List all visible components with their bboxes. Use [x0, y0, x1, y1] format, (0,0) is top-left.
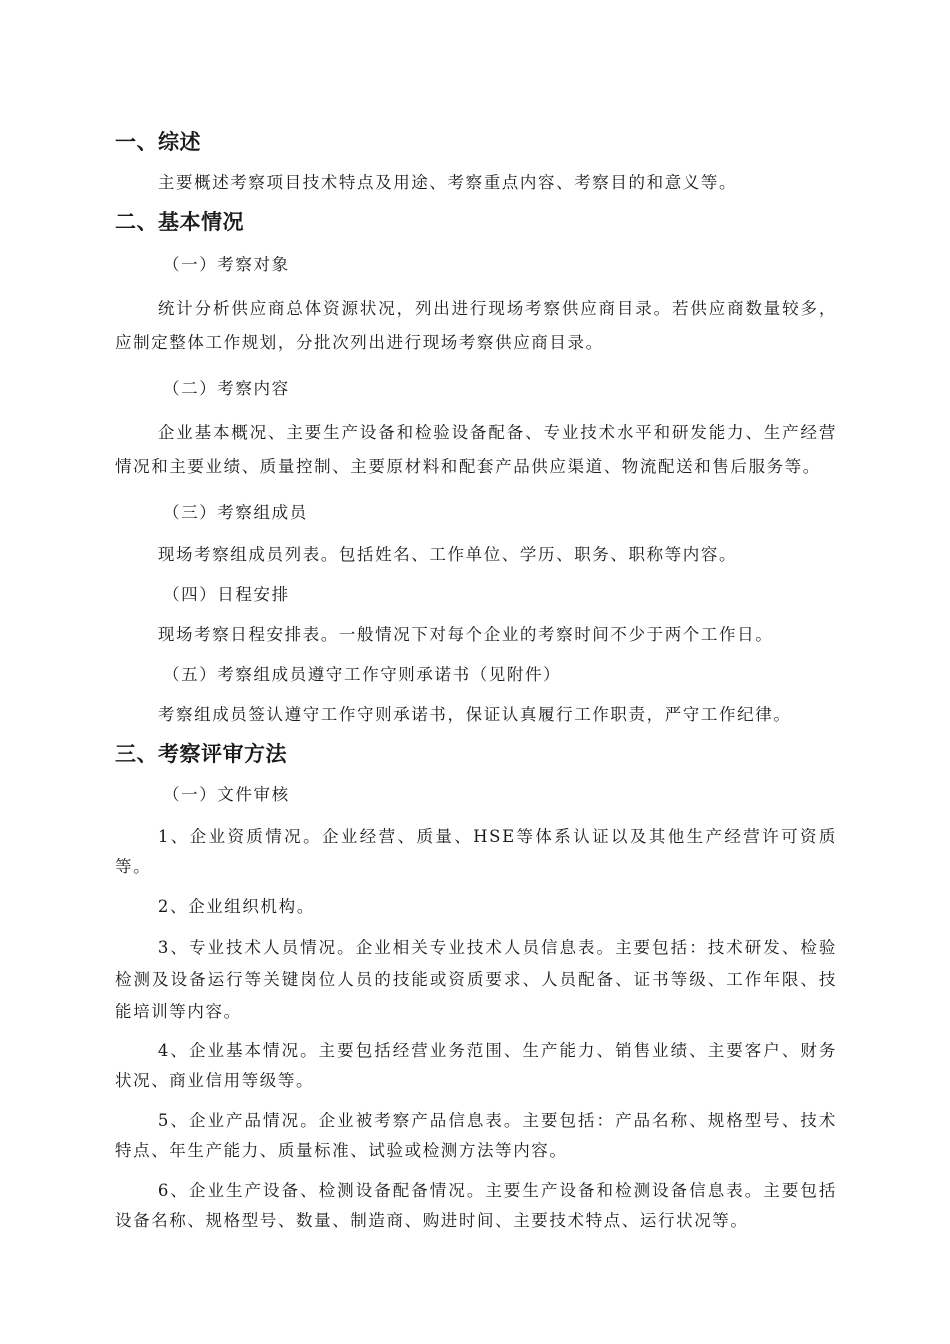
section-heading: 三、考察评审方法 — [115, 742, 287, 766]
list-item: 3、专业技术人员情况。企业相关专业技术人员信息表。主要包括：技术研发、检验检测及设备运行等关键岗位人员的技能或资质要求、人员配备、证书等级、工作年限、技能培训等内容。 — [115, 938, 837, 1021]
list-item: 5、企业产品情况。企业被考察产品信息表。主要包括：产品名称、规格型号、技术特点、年生产能力、质量标准、试验或检测方法等内容。 — [115, 1111, 837, 1160]
paragraph: 主要概述考察项目技术特点及用途、考察重点内容、考察目的和意义等。 — [157, 173, 738, 192]
section-heading: 二、基本情况 — [115, 210, 244, 234]
subsection-title: （一）考察对象 — [163, 255, 290, 274]
section-heading: 一、综述 — [115, 130, 201, 154]
subsection-title: （一）文件审核 — [163, 785, 290, 804]
list-item: 6、企业生产设备、检测设备配备情况。主要生产设备和检测设备信息表。主要包括设备名称、规格型号、数量、制造商、购进时间、主要技术特点、运行状况等。 — [115, 1181, 837, 1230]
paragraph: 企业基本概况、主要生产设备和检验设备配备、专业技术水平和研发能力、生产经营情况和主要业绩、质量控制、主要原材料和配套产品供应渠道、物流配送和售后服务等。 — [115, 423, 837, 476]
subsection-title: （五）考察组成员遵守工作守则承诺书（见附件） — [163, 665, 562, 684]
list-item: 1、企业资质情况。企业经营、质量、HSE等体系认证以及其他生产经营许可资质等。 — [115, 827, 837, 876]
paragraph: 统计分析供应商总体资源状况，列出进行现场考察供应商目录。若供应商数量较多，应制定整体工作规划，分批次列出进行现场考察供应商目录。 — [115, 299, 837, 352]
paragraph: 现场考察组成员列表。包括姓名、工作单位、学历、职务、职称等内容。 — [157, 545, 738, 564]
subsection-title: （二）考察内容 — [163, 379, 290, 398]
subsection-title: （四）日程安排 — [163, 585, 290, 604]
list-item: 2、企业组织机构。 — [157, 897, 315, 916]
paragraph: 考察组成员签认遵守工作守则承诺书，保证认真履行工作职责，严守工作纪律。 — [157, 705, 792, 724]
subsection-title: （三）考察组成员 — [163, 503, 308, 522]
list-item: 4、企业基本情况。主要包括经营业务范围、生产能力、销售业绩、主要客户、财务状况、商业信用等级等。 — [115, 1041, 837, 1090]
document-page — [115, 124, 837, 1236]
paragraph: 现场考察日程安排表。一般情况下对每个企业的考察时间不少于两个工作日。 — [157, 625, 774, 644]
